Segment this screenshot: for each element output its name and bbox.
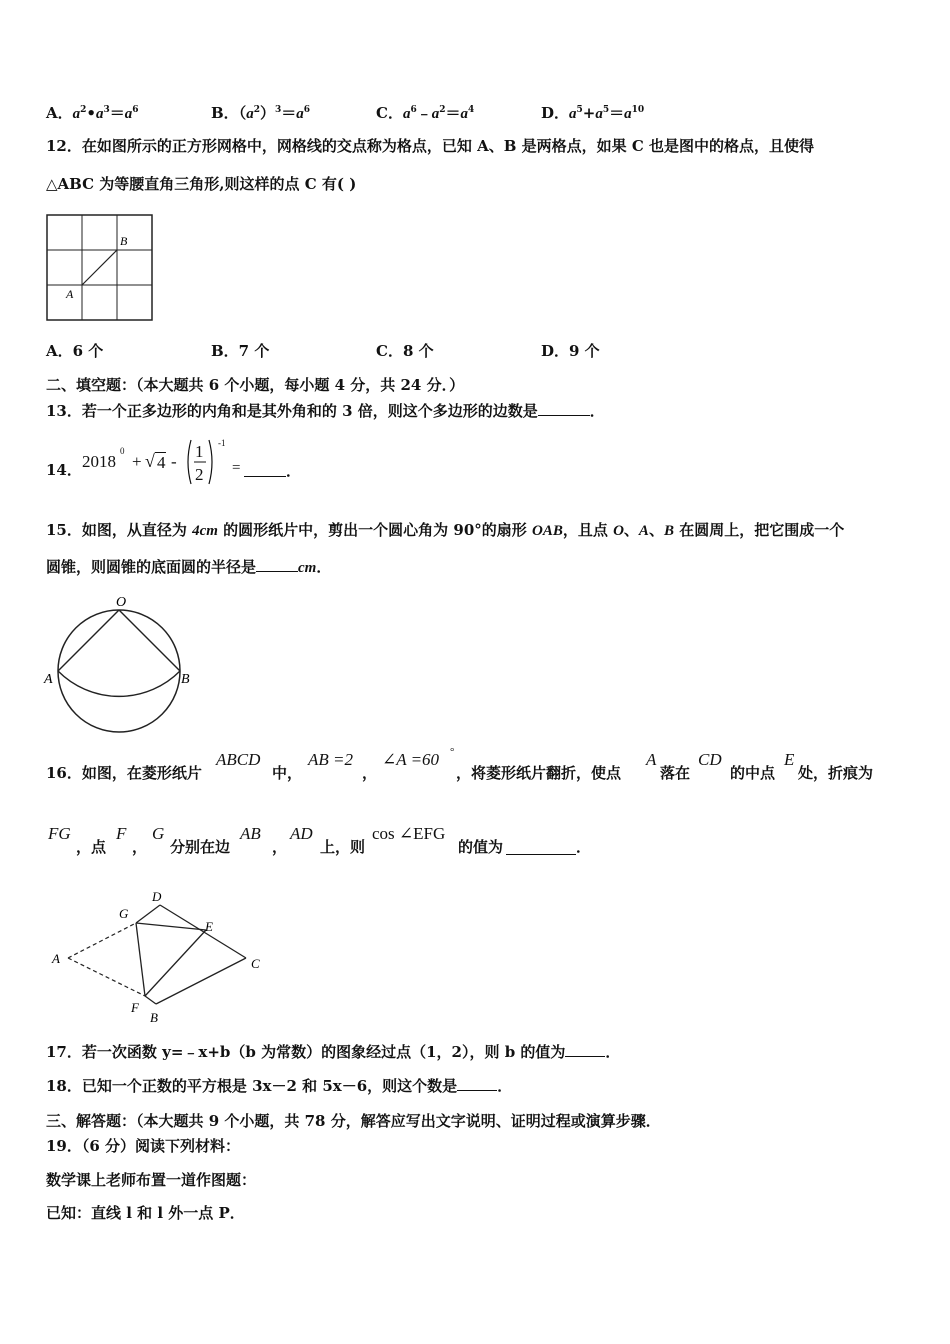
q17-text: 17．若一次函数 y=﹣x+b（b 为常数）的图象经过点（1，2），则 b 的值为 ． — [46, 1043, 621, 1061]
q12-option-a: A．6 个 — [46, 342, 104, 360]
edge-af — [68, 958, 145, 996]
q11-option-c: C．$a^6﹣a^2=a^4$ — [376, 104, 475, 122]
label-e: E — [205, 919, 213, 934]
edge-fb — [145, 996, 156, 1004]
q19-title: 19．（6 分）阅读下列材料： — [46, 1137, 241, 1155]
q16-line-1: 16．如图，在菱形纸片 ABCD 中， AB =2 ， ∠A =60 ° ，将菱形纸片翻折，使点 A 落在 CD 的中点 E 处，折痕为 — [46, 746, 874, 782]
section-3-heading: 三、解答题：（本大题共 9 个小题，共 78 分，解答应写出文字说明、证明过程或演算步骤． — [46, 1112, 661, 1130]
q14-numerator: 1 — [195, 442, 204, 461]
q14-exp0: 0 — [120, 446, 125, 456]
sector-arc — [58, 671, 180, 696]
q13-text: 13．若一个正多边形的内角和是其外角和的 3 倍，则这个多边形的边数是 ． — [46, 402, 605, 420]
segment-ab — [82, 250, 117, 285]
grid-label-a: A — [66, 287, 74, 301]
q12-option-b: B．7 个 — [211, 342, 270, 360]
label-b: B — [181, 672, 190, 687]
q15-circle-figure — [44, 592, 194, 737]
q11-option-b: B．$(a^2)^3=a^6$ — [211, 104, 311, 122]
q19-line-1: 数学课上老师布置一道作图题： — [46, 1171, 257, 1189]
q14-end: ． — [286, 464, 302, 480]
q16-line-2: FG ，点 F ， G 分别在边 AB ， AD 上，则 cos ∠EFG 的值为 ． — [48, 824, 592, 856]
q14-exp-neg: -1 — [218, 438, 226, 448]
q11-option-d: D．$a^5+a^5=a^{10}$ — [541, 104, 645, 122]
q14-formula — [82, 438, 302, 488]
label-f: F — [131, 1000, 139, 1015]
q15-line-2: 圆锥，则圆锥的底面圆的半径是 cm． — [46, 558, 332, 576]
circle — [58, 610, 180, 732]
section-2-heading: 二、填空题：（本大题共 6 个小题，每小题 4 分，共 24 分．） — [46, 376, 465, 394]
edge-ef — [145, 930, 206, 996]
q14-denominator: 2 — [195, 465, 204, 484]
q12-line-1: 12．在如图所示的正方形网格中，网格线的交点称为格点，已知 A、B 是两格点，如果 C 也是图中的格点，且使得 — [46, 137, 815, 155]
q12-option-c: C．8 个 — [376, 342, 434, 360]
edge-cb — [156, 958, 246, 1004]
q12-option-d: D．9 个 — [541, 342, 600, 360]
q14-radicand: 4 — [157, 453, 166, 472]
label-a: A — [52, 951, 60, 966]
edge-gd — [136, 905, 160, 923]
q18-text: 18．已知一个正数的平方根是 3x－2 和 5x－6，则这个数是 ． — [46, 1077, 513, 1095]
q19-line-2: 已知：直线 l 和 l 外一点 P． — [46, 1204, 245, 1222]
label-b: B — [150, 1010, 158, 1025]
q16-rhombus-figure — [48, 886, 273, 1026]
q14-plus: + — [132, 452, 142, 471]
q12-line-2: △ABC 为等腰直角三角形,则这样的点 C 有( ) — [46, 175, 357, 193]
q14-minus: - — [171, 452, 177, 471]
edge-ag — [68, 923, 136, 958]
label-o: O — [116, 595, 127, 610]
label-d: D — [152, 889, 162, 904]
q11-option-a: A．$a^2•a^3=a^6$ — [46, 104, 139, 122]
radius-ob — [119, 610, 180, 671]
grid-label-b: B — [120, 234, 128, 248]
q14-number: 14． — [46, 461, 82, 479]
q14-equals: = — [232, 460, 241, 476]
q14-base: 2018 — [82, 452, 116, 471]
edge-dc — [160, 905, 246, 958]
label-a: A — [44, 672, 53, 687]
q12-grid-figure — [46, 214, 154, 322]
q14-sqrt: √ — [145, 451, 155, 471]
radius-oa — [58, 610, 119, 671]
q15-line-1: 15．如图，从直径为 4cm 的圆形纸片中，剪出一个圆心角为 90°的扇形 OAB，且点 O、A、B 在圆周上，把它围成一个 — [46, 521, 845, 539]
label-g: G — [119, 906, 129, 921]
label-c: C — [251, 956, 260, 971]
fold-gf — [136, 923, 145, 996]
